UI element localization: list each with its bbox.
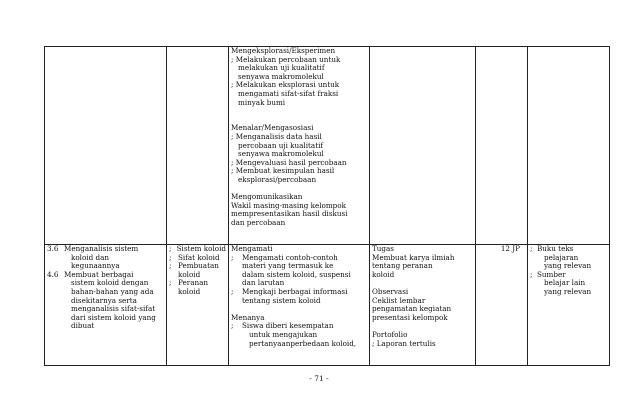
- communicate-line: mempresentasikan hasil diskusi: [231, 209, 348, 219]
- assessment-cell-empty: [370, 47, 476, 245]
- list-item: ; Pembuatan koloid: [169, 261, 219, 279]
- task-line: Membuat karya ilmiah: [372, 252, 455, 262]
- table-row: [45, 47, 610, 245]
- list-item: ; Buku teks pelajaran yang relevan: [530, 244, 592, 271]
- time-cell-empty: [476, 47, 528, 245]
- kd-cell-empty: [45, 47, 167, 245]
- communicate-line: dan percobaan: [231, 217, 286, 227]
- associate-list: [231, 133, 367, 185]
- observation-title: Observasi: [372, 286, 409, 296]
- associate-title: Menalar/Mengasosiasi: [231, 123, 314, 133]
- observation-line: presentasi kelompok: [372, 312, 448, 322]
- source-cell-empty: [528, 47, 610, 245]
- explore-title: Mengeksplorasi/Eksperimen: [231, 46, 336, 55]
- list-item: ; Melakukan eksplorasi untuk mengamati sifat-sifat fraksi minyak bumi: [231, 80, 340, 107]
- list-item: ; Mengamati contoh-contoh materi yang termasuk ke dalam sistem koloid, suspensi dan larutan: [231, 252, 351, 288]
- time-cell: [476, 245, 528, 366]
- list-item: ; Mengkaji berbagai informasi tentang sistem koloid: [231, 286, 348, 305]
- syllabus-table: [44, 46, 610, 366]
- list-item: ; Sistem koloid: [169, 244, 226, 253]
- ask-title: Menanya: [231, 312, 265, 322]
- task-title: Tugas: [372, 244, 394, 253]
- activities-cell: [229, 245, 370, 366]
- assessment-cell: [370, 245, 476, 366]
- list-item: ; Siswa diberi kesempatan untuk mengajukan pertanyaanperbedaan koloid,: [231, 321, 357, 348]
- list-item: senyawa makromolekul: [238, 149, 324, 159]
- materi-cell-empty: [167, 47, 229, 245]
- list-item: ; Membuat kesimpulan hasil: [231, 166, 335, 176]
- list-item: ; Melakukan percobaan untuk melakukan uji kualitatif senyawa makromolekul: [231, 54, 341, 81]
- explore-list: [231, 56, 367, 108]
- list-item: ; Peranan koloid: [169, 278, 209, 296]
- communicate-title: Mengomunikasikan: [231, 192, 303, 202]
- task-line: tentang peranan: [372, 261, 433, 271]
- observation-line: pengamatan kegiatan: [372, 304, 452, 314]
- kd-item: 4.6 Membuat berbagai sistem koloid dengan bahan-bahan yang ada disekitarnya serta menganalisis sifat-sifat dari sistem koloid yang dibuat: [47, 269, 156, 331]
- portfolio-line: ; Laporan tertulis: [372, 338, 436, 348]
- task-line: koloid: [372, 269, 395, 279]
- kd-cell: [45, 245, 167, 366]
- materi-cell: [167, 245, 229, 366]
- list-item: percobaan uji kualitatif: [238, 140, 324, 150]
- activities-cell: [229, 47, 370, 245]
- list-item: ; Menganalisis data hasil: [231, 131, 322, 141]
- observation-line: Ceklist lembar: [372, 295, 426, 305]
- observe-title: Mengamati: [231, 244, 273, 253]
- time-value: 12 JP: [500, 244, 520, 253]
- list-item: ; Sifat koloid: [169, 252, 220, 262]
- page-number: - 71 -: [309, 374, 329, 383]
- communicate-line: Wakil masing-masing kelompok: [231, 200, 346, 210]
- source-cell: [528, 245, 610, 366]
- list-item: ; Mengevaluasi hasil percobaan: [231, 157, 347, 167]
- table-row: [45, 245, 610, 366]
- list-item: eksplorasi/percobaan: [238, 174, 317, 184]
- list-item: ; Sumber belajar lain yang relevan: [530, 269, 592, 296]
- portfolio-title: Portofolio: [372, 329, 408, 339]
- kd-item: 3.6 Menganalisis sistem koloid dan kegunaannya: [47, 244, 139, 271]
